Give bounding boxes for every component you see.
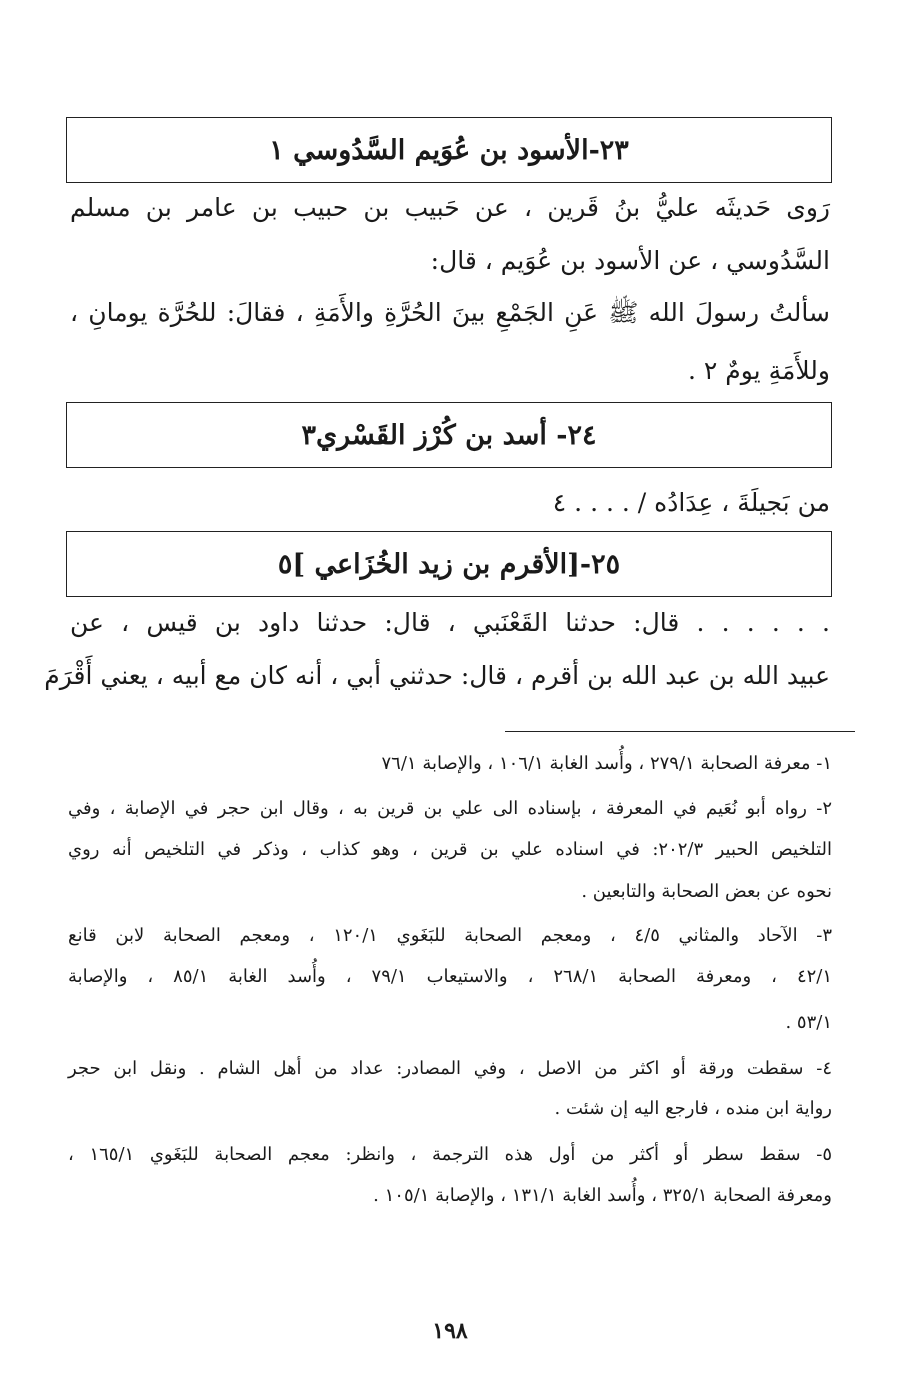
entry-23-heading-box — [66, 117, 832, 183]
footnote-3-line-2: ٤٢/١ ، ومعرفة الصحابة ٢٦٨/١ ، والاستيعاب ٧٩/١ ، وأُسد الغابة ٨٥/١ ، والإصابة — [68, 966, 833, 987]
entry-23-line-2: السَّدُوسي ، عن الأسود بن عُوَيم ، قال: — [430, 246, 830, 275]
entry-23-line-4: وللأَمَةِ يومٌ ٢ . — [688, 356, 830, 385]
page-number: ١٩٨ — [432, 1318, 468, 1344]
entry-23-line-3: سألتُ رسولَ الله ﷺ عَنِ الجَمْعِ بينَ الحُرَّةِ والأَمَةِ ، فقالَ: للحُرَّة يومانِ ، — [70, 298, 830, 327]
entry-23-line-1: رَوى حَديثَه عليُّ بنُ قَرين ، عن حَبيب بن حبيب بن عامر بن مسلم — [70, 193, 830, 222]
footnote-4-line-1: ٤- سقطت ورقة أو اكثر من الاصل ، وفي المصادر: عداد من أهل الشام . ونقل ابن حجر — [68, 1058, 832, 1079]
entry-25-heading: ٢٥-[الأقرم بن زيد الخُزَاعي ]٥ — [277, 548, 621, 580]
entry-24-heading-box — [66, 402, 832, 468]
entry-24-line-1: من بَجيلَةَ ، عِدَادُه / . . . . ٤ — [552, 488, 830, 517]
entry-25-line-1: . . . . . . قال: حدثنا القَعْنَبي ، قال: حدثنا داود بن قيس ، عن — [70, 608, 830, 637]
footnote-5-line-1: ٥- سقط سطر أو أكثر من أول هذه الترجمة ، وانظر: معجم الصحابة للبَغَوي ١٦٥/١ ، — [68, 1144, 833, 1165]
footnote-5-line-2: ومعرفة الصحابة ٣٢٥/١ ، وأُسد الغابة ١٣١/١ ، والإصابة ١٠٥/١ . — [373, 1185, 832, 1206]
footnote-2-line-1: ٢- رواه أبو نُعَيم في المعرفة ، بإسناده الى علي بن قرين به ، وقال ابن حجر في الإصابة ، وفي — [68, 798, 832, 819]
footnote-2-line-2: التلخيص الحبير ٢٠٢/٣: في اسناده علي بن قرين ، وهو كذاب ، وذكر في التلخيص أنه روي — [68, 839, 832, 860]
footnote-3-line-3: ٥٣/١ . — [785, 1012, 832, 1033]
footnote-4-line-2: رواية ابن منده ، فارجع اليه إن شئت . — [554, 1098, 832, 1119]
entry-25-heading-box — [66, 531, 832, 597]
footnote-1: ١- معرفة الصحابة ٢٧٩/١ ، وأُسد الغابة ١٠٦/١ ، والإصابة ٧٦/١ — [381, 753, 832, 774]
entry-24-heading: ٢٤- أسد بن كُرْز القَسْري٣ — [301, 419, 597, 451]
footnote-separator — [505, 731, 855, 732]
entry-23-heading: ٢٣-الأسود بن عُوَيم السَّدُوسي ١ — [269, 134, 629, 166]
entry-25-line-2: عبيد الله بن عبد الله بن أقرم ، قال: حدثني أبي ، أنه كان مع أبيه ، يعني أَقْرَمَ — [44, 661, 830, 690]
footnote-2-line-3: نحوه عن بعض الصحابة والتابعين . — [581, 881, 832, 902]
footnote-3-line-1: ٣- الآحاد والمثاني ٤/٥ ، ومعجم الصحابة للبَغَوي ١٢٠/١ ، ومعجم الصحابة لابن قانع — [68, 925, 832, 946]
